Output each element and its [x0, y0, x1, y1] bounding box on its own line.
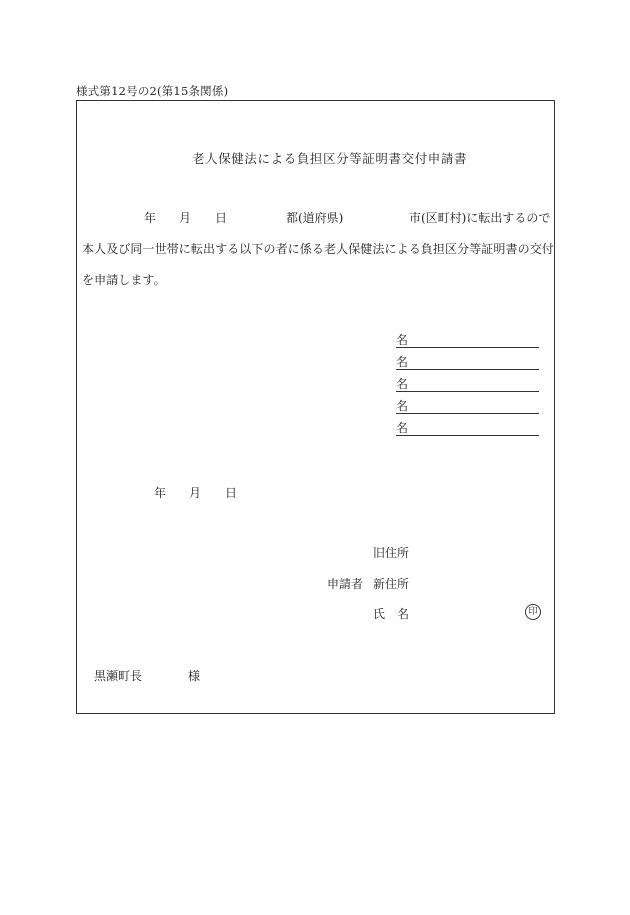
form-title: 老人保健法による負担区分等証明書交付申請書 — [192, 151, 468, 166]
application-date-year: 年 — [154, 486, 167, 500]
city-phrase: 市(区町村)に転出するので — [409, 211, 551, 225]
recipient-honorific: 様 — [188, 669, 201, 683]
move-date-day: 日 — [215, 211, 228, 225]
new-address-label: 新住所 — [373, 577, 410, 591]
application-date-month: 月 — [189, 486, 202, 500]
prefecture-label: 都(道府県) — [286, 211, 344, 225]
family-name-row[interactable]: 名 — [396, 355, 539, 370]
family-name-row[interactable]: 名 — [396, 399, 539, 414]
family-name-row[interactable]: 名 — [396, 333, 539, 348]
seal-icon: 印 — [525, 604, 541, 620]
move-date-year: 年 — [144, 211, 157, 225]
old-address-label: 旧住所 — [373, 546, 410, 560]
applicant-label: 申請者 — [327, 577, 364, 591]
recipient-office: 黒瀬町長 — [94, 669, 143, 683]
family-name-row[interactable]: 名 — [396, 421, 539, 436]
name-label-given: 名 — [397, 607, 410, 621]
move-date-month: 月 — [179, 211, 192, 225]
family-name-row[interactable]: 名 — [396, 377, 539, 392]
application-date-day: 日 — [225, 486, 238, 500]
statement-line-3: を申請します。 — [82, 273, 166, 287]
statement-line-2: 本人及び同一世帯に転出する以下の者に係る老人保健法による負担区分等証明書の交付 — [82, 242, 554, 256]
name-label-surname: 氏 — [373, 607, 386, 621]
form-number: 様式第12号の2(第15条関係) — [76, 84, 229, 98]
